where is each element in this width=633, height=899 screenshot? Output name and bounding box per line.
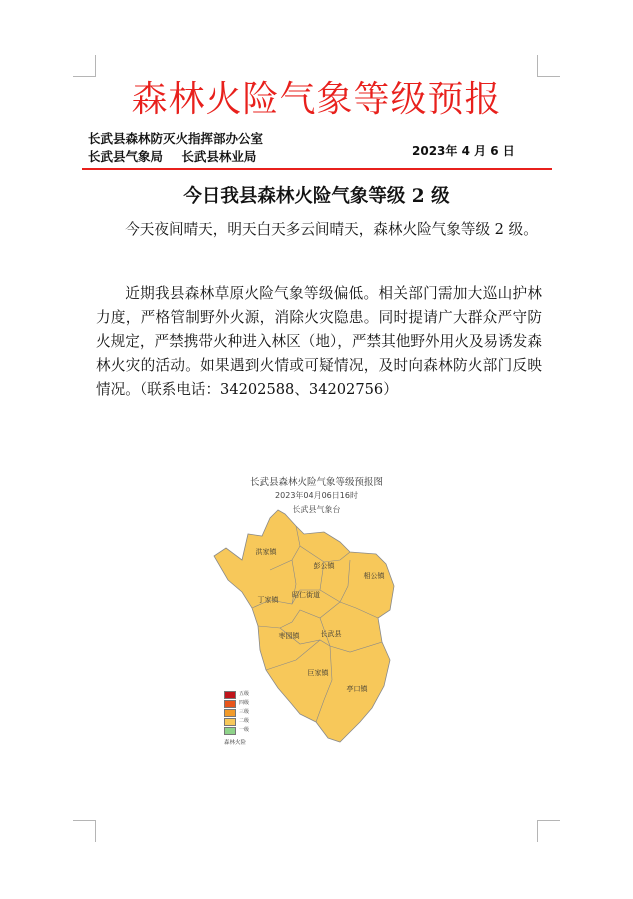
legend-swatch [224,727,236,735]
crop-mark [537,55,538,77]
legend-swatch [224,691,236,699]
advisory-paragraph: 近期我县森林草原火险气象等级偏低。相关部门需加大巡山护林力度，严格管制野外火源，消除火灾隐患。同时提请广大群众严守防火规定，严禁携带火种进入林区（地），严禁其他野外用火及易诱发森林火灾的活动。如果遇到火情或可疑情况，及时向森林防火部门反映情况。（联系电话：34202588、34202756） [96,285,542,398]
town-label: 昭仁街道 [292,591,320,599]
town-label: 丁家镇 [257,596,279,604]
legend-swatch [224,700,236,708]
legend-label: 二级 [239,718,250,724]
issuer-line-2 [88,149,256,165]
legend-item [224,699,249,708]
legend-swatch [224,709,236,717]
legend-item [224,690,249,699]
forecast-paragraph: 今天夜间晴天，明天白天多云间晴天，森林火险气象等级 2 级。 [125,221,538,238]
crop-mark [95,820,96,842]
legend-swatch [224,718,236,726]
legend-label: 三级 [239,709,250,715]
issue-date: 2023年 4 月 6 日 [412,144,515,158]
issuer-forestry-bureau: 长武县林业局 [181,149,257,164]
crop-mark [538,820,560,821]
legend-label: 一级 [239,727,250,733]
legend-title: 森林火险 [224,740,247,746]
page-title: 森林火险气象等级预报 [131,79,502,120]
legend-label: 五级 [239,691,250,697]
town-label: 巨家镇 [307,669,329,677]
town-label: 亭口镇 [346,685,368,693]
issuer-weather-bureau: 长武县气象局 [88,149,164,164]
legend-item [224,717,249,726]
map-legend [224,690,249,746]
issuer-office: 长武县森林防灭火指挥部办公室 [88,131,264,146]
legend-item [224,708,249,717]
town-label: 彭公镇 [313,562,335,570]
town-label: 长武县 [320,630,342,638]
town-label: 枣园镇 [278,632,300,640]
crop-mark [95,55,96,77]
crop-mark [73,820,95,821]
issuer-line-1 [88,131,263,147]
header-divider [82,168,552,170]
map-time: 2023年04月06日16时 [275,491,358,500]
town-label: 洪家镇 [255,548,277,556]
map-agency: 长武县气象台 [292,505,341,514]
headline: 今日我县森林火险气象等级 2 级 [183,186,450,207]
legend-item [224,726,249,735]
map-title: 长武县森林火险气象等级预报图 [249,477,383,488]
crop-mark [537,820,538,842]
legend-label: 四级 [239,700,250,706]
town-label: 相公镇 [363,572,385,580]
